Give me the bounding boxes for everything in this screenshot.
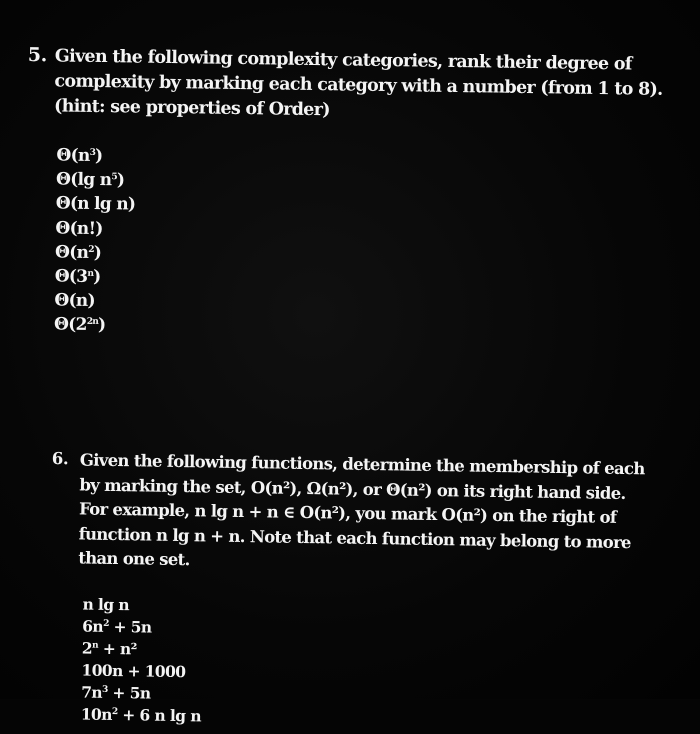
complexity-category-base: Θ(n lg n) [56, 194, 136, 215]
complexity-category-exponent: n [87, 269, 93, 279]
complexity-category-tail: ) [98, 315, 106, 335]
function-tail: + 5n [108, 682, 151, 702]
complexity-category-tail: ) [117, 170, 125, 190]
complexity-category-tail: ) [93, 267, 101, 287]
function-tail: + n² [98, 638, 137, 658]
function-base: 6n [82, 616, 103, 635]
function-exponent: 2 [103, 618, 109, 628]
complexity-category-tail: ) [94, 243, 102, 263]
question-5 [24, 44, 668, 346]
function-exponent: 2 [112, 706, 118, 716]
complexity-category-exponent: 5 [111, 172, 117, 182]
question-5-number: 5. [28, 44, 48, 66]
complexity-category-base: Θ(n [55, 242, 88, 262]
function-tail: + 5n [109, 616, 152, 636]
complexity-category-exponent: 3 [90, 148, 96, 158]
complexity-category-base: Θ(2 [54, 315, 87, 335]
complexity-category-base: Θ(n) [54, 291, 95, 312]
question-6-number: 6. [52, 449, 69, 468]
function-base: 7n [81, 682, 102, 701]
function-exponent: n [92, 640, 98, 650]
function-tail: + 6 n lg n [117, 705, 201, 725]
function-list [81, 593, 650, 734]
complexity-category-exponent: 2 [88, 245, 94, 255]
complexity-category-base: Θ(n!) [55, 218, 102, 239]
complexity-category-base: Θ(3 [55, 266, 88, 286]
function-base: 100n + 1000 [81, 660, 185, 681]
function-exponent: 3 [102, 684, 108, 694]
question-5-text: Given the following complexity categories, rank their degree of complexity by marking each category with a number (from 1 to 8). (hint: see properties of Order) [54, 44, 668, 128]
question-6-text: Given the following functions, determine the membership of each by marking the set, O(n²), Ω(n²), or Θ(n²) on its right hand side. For example, n lg n + n ∈ O(n²), you mark O(n²) on the right of function n lg n + n. Note that each function may belong to more than one set. [78, 448, 652, 579]
function-base: 2 [82, 638, 92, 657]
complexity-category-list [54, 143, 667, 345]
complexity-category-tail: ) [95, 146, 103, 166]
question-6 [48, 448, 652, 734]
function-base: n lg n [82, 594, 129, 614]
complexity-category-base: Θ(lg n [56, 170, 112, 191]
complexity-category-base: Θ(n [56, 145, 89, 165]
complexity-category-exponent: 2n [87, 317, 99, 327]
function-base: 10n [81, 704, 112, 723]
